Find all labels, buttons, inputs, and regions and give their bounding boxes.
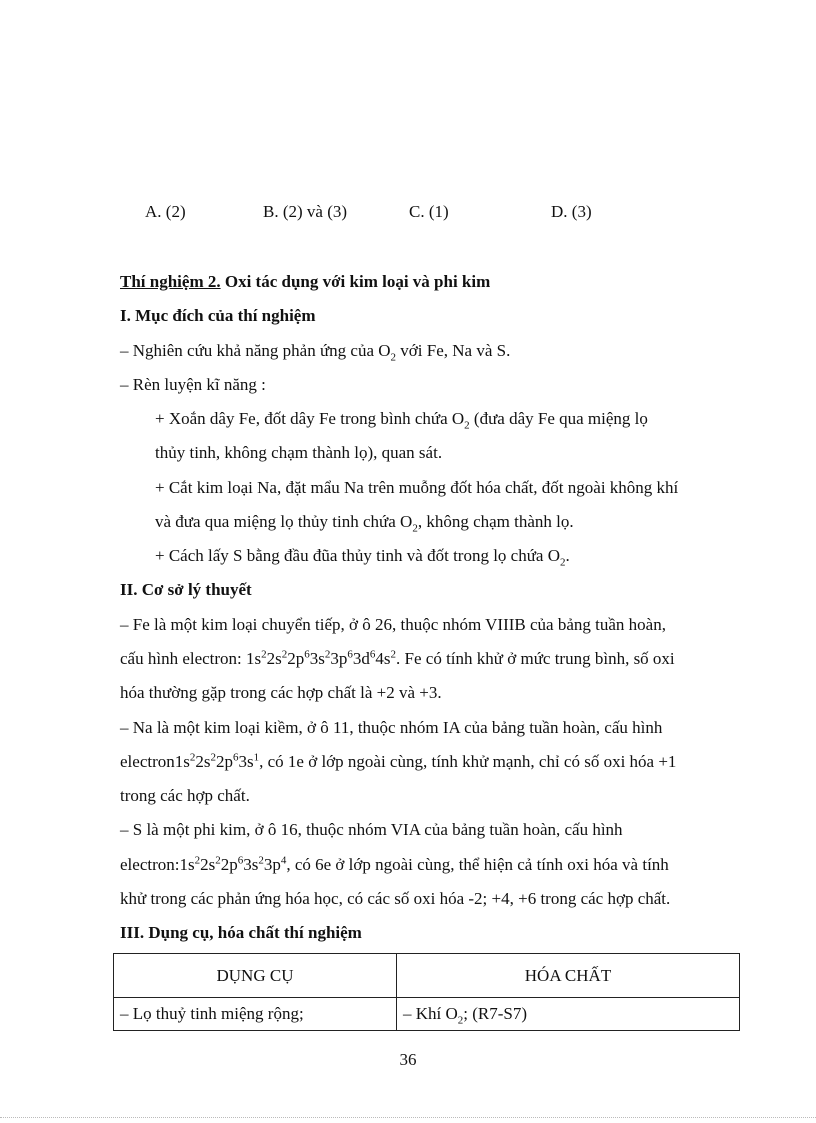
superscript: 2 <box>324 648 331 661</box>
s-line-1: – S là một phi kim, ở ô 16, thuộc nhóm VIA của bảng tuần hoàn, cấu hình <box>120 820 623 839</box>
superscript: 2 <box>261 648 267 661</box>
option-c: C. (1) <box>409 202 449 221</box>
text: , có 6e ở lớp ngoài cùng, thể hiện cả tính oxi hóa và tính <box>286 855 669 874</box>
option-d: D. (3) <box>551 202 592 221</box>
section-3-title: III. Dụng cụ, hóa chất thí nghiệm <box>120 923 362 942</box>
table-cell-chemicals <box>397 998 740 1031</box>
na-line-3: trong các hợp chất. <box>120 786 250 805</box>
text: , có 1e ở lớp ngoài cùng, tính khử mạnh, chỉ có số oxi hóa +1 <box>259 752 677 771</box>
option-a: A. (2) <box>145 202 186 221</box>
fe-line-2 <box>120 649 675 669</box>
purpose-line-1 <box>120 341 511 364</box>
text: 2p <box>215 752 233 771</box>
superscript: 2 <box>258 854 264 867</box>
text: + Xoắn dây Fe, đốt dây Fe trong bình chứa O <box>155 409 465 428</box>
superscript: 4 <box>280 854 287 867</box>
page-number: 36 <box>399 1050 417 1069</box>
text: 2p <box>220 855 238 874</box>
text: + Cách lấy S bằng đầu đũa thủy tinh và đốt trong lọ chứa O <box>155 546 561 565</box>
superscript: 6 <box>237 854 244 867</box>
subscript: 2 <box>464 419 470 432</box>
experiment-2-heading <box>120 272 490 292</box>
text: – Nghiên cứu khả năng phản ứng của O <box>120 341 391 360</box>
text: – Khí O <box>403 1004 458 1023</box>
experiment-2-label: Thí nghiệm 2. <box>120 272 221 291</box>
s-line-3: khử trong các phản ứng hóa học, có các số oxi hóa -2; +4, +6 trong các hợp chất. <box>120 889 671 908</box>
experiment-2-title: Oxi tác dụng với kim loại và phi kim <box>220 272 491 291</box>
purpose-line-2: – Rèn luyện kĩ năng : <box>120 375 266 394</box>
table-row <box>114 998 740 1031</box>
text: , không chạm thành lọ. <box>417 512 574 531</box>
text: 3p <box>263 855 281 874</box>
subscript: 2 <box>412 522 418 535</box>
text: 3s <box>309 649 325 668</box>
text: 2s <box>200 855 216 874</box>
text: . Fe có tính khử ở mức trung bình, số oxi <box>396 649 675 668</box>
column-header-chemicals: HÓA CHẤT <box>397 954 740 998</box>
subscript: 2 <box>457 1014 464 1027</box>
superscript: 6 <box>347 648 353 661</box>
page-bottom-rule <box>0 1117 816 1118</box>
text: 2p <box>287 649 305 668</box>
subscript: 2 <box>560 556 566 569</box>
text: với Fe, Na và S. <box>396 341 511 360</box>
purpose-line-3 <box>155 409 648 432</box>
fe-line-3: hóa thường gặp trong các hợp chất là +2 và +3. <box>120 683 442 702</box>
superscript: 2 <box>390 648 397 661</box>
text: 3p <box>330 649 348 668</box>
section-1-title: I. Mục đích của thí nghiệm <box>120 306 316 325</box>
text: cấu hình electron: 1s <box>120 649 262 668</box>
purpose-line-6 <box>155 512 574 535</box>
na-line-2 <box>120 752 676 772</box>
text: 3s <box>238 752 254 771</box>
text: 2s <box>195 752 211 771</box>
purpose-line-7 <box>155 546 570 569</box>
superscript: 6 <box>304 648 310 661</box>
superscript: 2 <box>215 854 221 867</box>
na-line-1: – Na là một kim loại kiềm, ở ô 11, thuộc nhóm IA của bảng tuần hoàn, cấu hình <box>120 718 663 737</box>
text: 3s <box>243 855 259 874</box>
s-line-2 <box>120 855 669 875</box>
superscript: 2 <box>194 854 201 867</box>
text: 2s <box>266 649 282 668</box>
text: electron:1s <box>120 855 195 874</box>
text: và đưa qua miệng lọ thủy tinh chứa O <box>155 512 413 531</box>
text: electron1s <box>120 752 190 771</box>
text: ; (R7-S7) <box>463 1004 528 1023</box>
superscript: 6 <box>369 648 376 661</box>
purpose-line-4: thủy tinh, không chạm thành lọ), quan sát. <box>155 443 443 462</box>
fe-line-1: – Fe là một kim loại chuyển tiếp, ở ô 26, thuộc nhóm VIIIB của bảng tuần hoàn, <box>120 615 666 634</box>
subscript: 2 <box>390 351 397 364</box>
superscript: 6 <box>232 751 239 764</box>
section-2-title: II. Cơ sở lý thuyết <box>120 580 252 599</box>
purpose-line-5: + Cắt kim loại Na, đặt mẩu Na trên muỗng đốt hóa chất, đốt ngoài không khí <box>155 478 679 497</box>
superscript: 2 <box>281 648 288 661</box>
text: (đưa dây Fe qua miệng lọ <box>469 409 648 428</box>
table-header-row <box>114 954 740 998</box>
text: 4s <box>375 649 391 668</box>
superscript: 2 <box>189 751 196 764</box>
equipment-chemicals-table <box>113 953 740 1031</box>
superscript: 2 <box>210 751 216 764</box>
text: . <box>565 546 570 565</box>
text: 3d <box>352 649 370 668</box>
option-b: B. (2) và (3) <box>263 202 348 221</box>
column-header-equipment: DỤNG CỤ <box>114 954 397 998</box>
superscript: 1 <box>253 751 260 764</box>
table-cell-equipment: – Lọ thuỷ tinh miệng rộng; <box>114 998 397 1031</box>
